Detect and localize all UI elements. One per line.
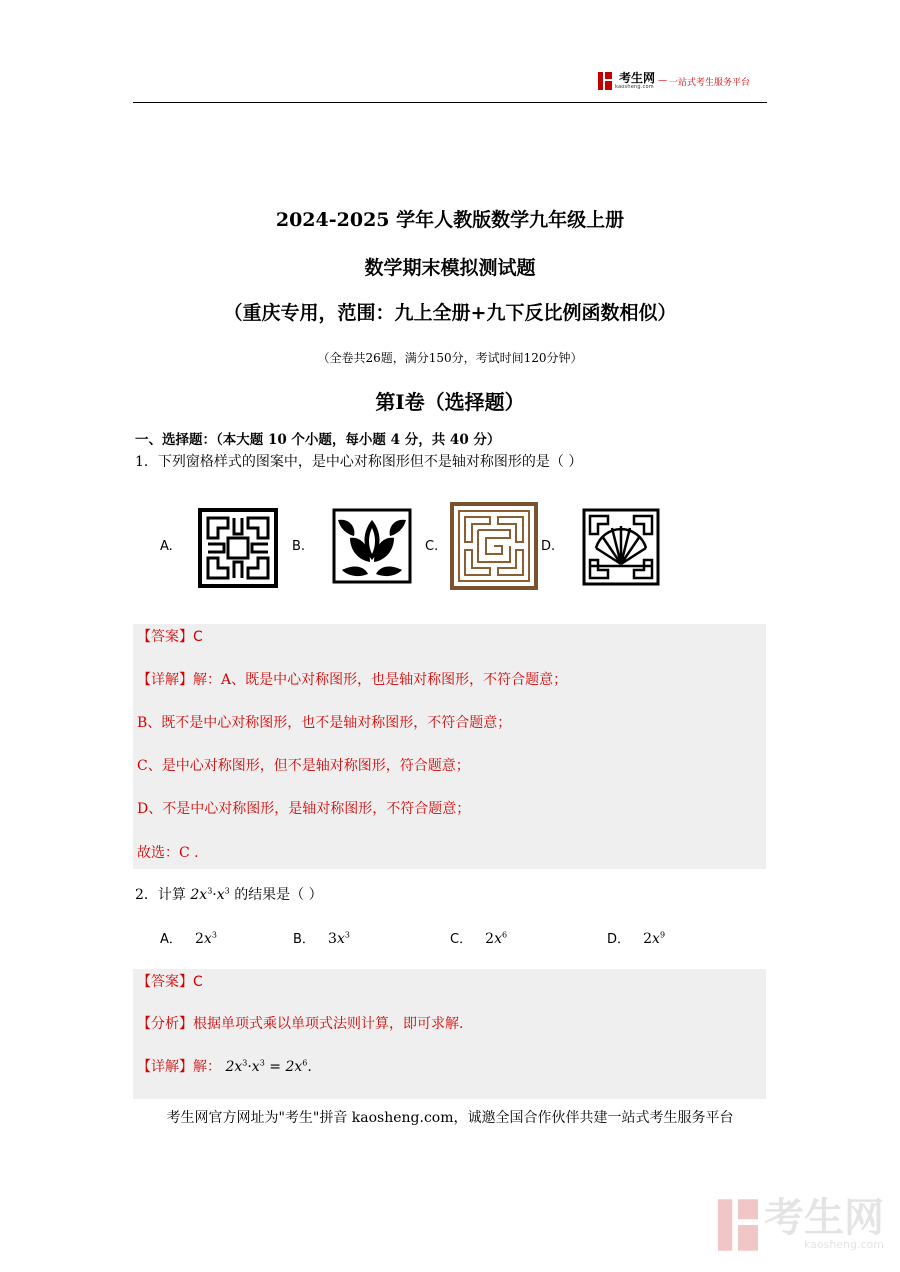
- q2-option-b-value: $3x^3$: [328, 930, 350, 947]
- q2-stem-post: 的结果是（ ）: [234, 887, 323, 903]
- watermark-logo-icon: [718, 1199, 758, 1251]
- q2-option-c-value: $2x^6$: [485, 930, 508, 947]
- q2-option-b: [293, 928, 350, 947]
- header-logo: [598, 72, 750, 90]
- q1-option-a-pattern-image: [198, 508, 278, 588]
- q2-option-b-label: B．: [293, 932, 315, 947]
- q1-option-c-label: C.: [425, 539, 439, 554]
- header-rule: [133, 102, 767, 103]
- q2-option-d-value: $2x^9$: [643, 930, 666, 947]
- q2-stem: [135, 884, 323, 904]
- q1-option-a-label: A.: [160, 539, 173, 554]
- section-heading: 一、选择题：（本大题 10 个小题，每小题 4 分，共 40 分）: [135, 432, 501, 448]
- q2-option-d: [607, 928, 665, 947]
- q2-answer: 【答案】C: [137, 974, 203, 990]
- q1-option-d-fan-image: [582, 508, 660, 586]
- section-title: 第I卷（选择题）: [375, 390, 525, 414]
- q2-detail-pre: 解：: [193, 1059, 221, 1075]
- q2-option-c-label: C．: [450, 932, 473, 947]
- q2-stem-pre: 2．计算: [135, 887, 186, 903]
- q2-detail-post: .: [307, 1059, 312, 1075]
- q2-option-d-label: D．: [607, 932, 631, 947]
- q1-detail-line-d: D、不是中心对称图形，是轴对称图形，不符合题意；: [137, 801, 471, 817]
- logo-dash: —: [658, 76, 668, 86]
- title-line-2: 数学期末模拟测试题: [364, 257, 536, 279]
- footer-text: 考生网官方网址为"考生"拼音 kaosheng.com，诚邀全国合作伙伴共建一站式考生服务平台: [166, 1110, 734, 1126]
- title-line-1: 2024-2025 学年人教版数学九年级上册: [275, 209, 625, 231]
- q2-option-a: [160, 928, 217, 947]
- kaosheng-logo-icon: [598, 72, 612, 90]
- logo-domain: kaosheng.com: [615, 84, 654, 90]
- q1-detail-line-b: B、既不是中心对称图形，也不是轴对称图形，不符合题意；: [137, 715, 512, 731]
- q2-detail-tag: 【详解】: [137, 1059, 193, 1075]
- q1-detail-line-c: C、是中心对称图形，但不是轴对称图形，符合题意；: [137, 758, 470, 774]
- logo-name: 考生网: [619, 71, 656, 85]
- q1-conclusion: 故选：C .: [137, 845, 199, 861]
- watermark-name: 考生网: [764, 1195, 884, 1241]
- title-line-3: （重庆专用，范围：九上全册+九下反比例函数相似）: [223, 302, 677, 324]
- q1-detail: [137, 669, 567, 689]
- q1-answer: 【答案】C: [137, 629, 203, 645]
- q2-option-a-value: $2x^3$: [195, 930, 217, 947]
- logo-slogan: 一站式考生服务平台: [669, 77, 751, 88]
- q2-analysis: [137, 1013, 463, 1033]
- q2-option-a-label: A．: [160, 932, 182, 947]
- q2-expression: $2x^3\cdot x^3$: [190, 886, 230, 903]
- q2-analysis-tag: 【分析】: [137, 1016, 193, 1032]
- q1-option-b-label: B.: [292, 539, 306, 554]
- q1-option-d-label: D.: [541, 539, 556, 554]
- q2-answer-box: [133, 969, 766, 1099]
- exam-meta: （全卷共26题，满分150分，考试时间120分钟）: [317, 351, 583, 365]
- q1-answer-box: [133, 624, 766, 869]
- q1-option-b-lotus-image: [332, 508, 412, 584]
- q2-detail-equation: $2x^3\cdot x^3 = 2x^6$: [225, 1058, 308, 1075]
- q1-option-c-maze-image: [450, 502, 538, 590]
- q2-analysis-text: 根据单项式乘以单项式法则计算，即可求解.: [193, 1016, 464, 1032]
- q1-stem: 1．下列窗格样式的图案中，是中心对称图形但不是轴对称图形的是（ ）: [135, 454, 583, 470]
- q1-detail-text: 解：A、既是中心对称图形，也是轴对称图形，不符合题意；: [193, 672, 568, 688]
- q2-option-c: [450, 928, 507, 947]
- watermark-domain: kaosheng.com: [803, 1238, 884, 1251]
- q2-detail: [137, 1056, 312, 1076]
- q1-detail-tag: 【详解】: [137, 672, 193, 688]
- watermark: [718, 1195, 884, 1251]
